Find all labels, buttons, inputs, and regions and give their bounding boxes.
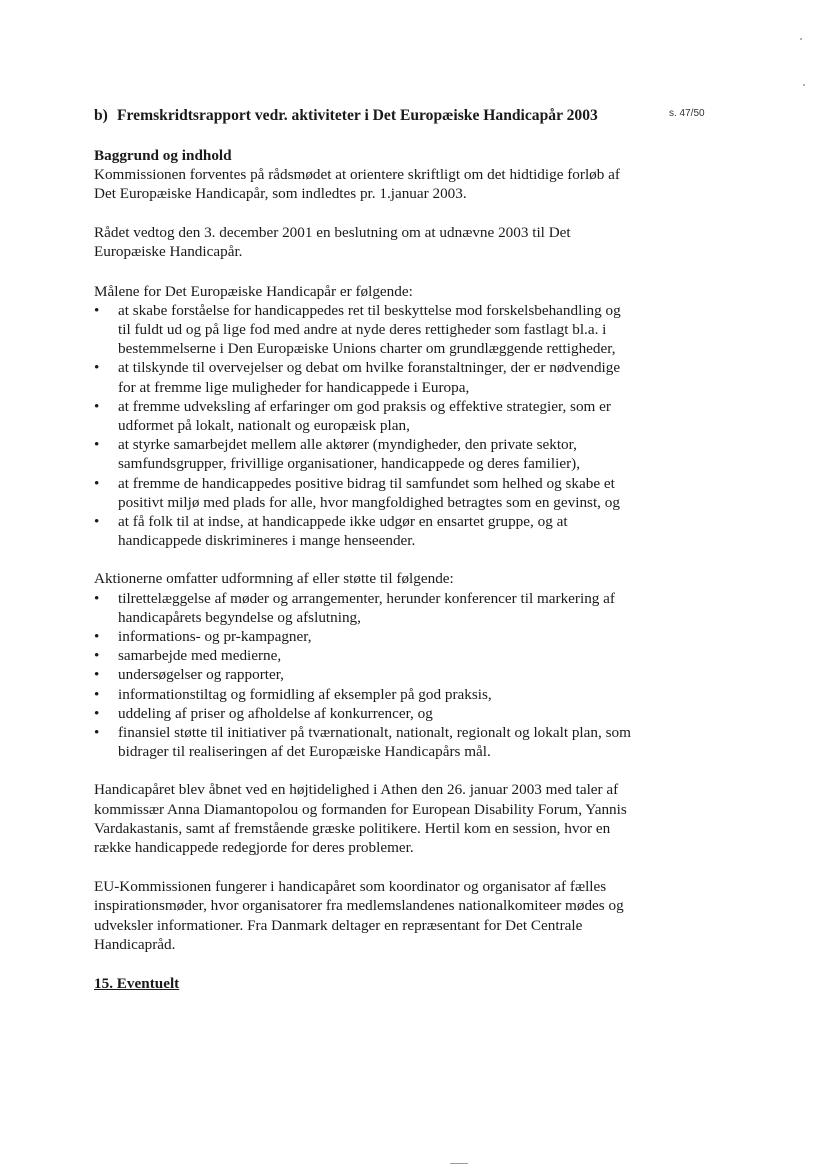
list-item: • informationstiltag og formidling af eksempler på god praksis, — [94, 685, 634, 704]
scan-speck — [450, 1163, 468, 1164]
section-heading-text: Fremskridtsrapport vedr. aktiviteter i Det Europæiske Handicapår 2003 — [117, 107, 598, 124]
goals-list — [94, 301, 634, 551]
paragraph-intro: Kommissionen forventes på rådsmødet at orientere skriftligt om det hidtidige forløb af Det Europæiske Handicapår, som indledtes pr. 1.januar 2003. — [94, 165, 620, 202]
list-item: • at skabe forståelse for handicappedes ret til beskyttelse mod forskelsbehandling og til fuldt ud og på lige fod med andre at nyde deres rettigheder som fastlagt bl.a. i bestemmelserne i Den Europæiske Unions charter om grundlæggende rettigheder, — [94, 301, 634, 359]
paragraph-opening-athens: Handicapåret blev åbnet ved en højtidelighed i Athen den 26. januar 2003 med taler af kommissær Anna Diamantopolou og formanden for European Disability Forum, Yannis Vardakastanis, samt af fremstående græske politikere. Hertil kom en session, hvor en række handicappede redegjorde for deres problemer. — [94, 781, 627, 856]
actions-list — [94, 589, 634, 762]
section-heading-eventuelt: 15. Eventuelt — [94, 975, 180, 993]
list-item: • informations- og pr-kampagner, — [94, 627, 634, 646]
list-item: • at få folk til at indse, at handicappede ikke udgør en ensartet gruppe, og at handicappede diskrimineres i mange henseender. — [94, 512, 634, 550]
section-heading-prefix: b) — [94, 107, 108, 124]
scan-speck — [800, 38, 802, 40]
list-item: • at tilskynde til overvejelser og debat om hvilke foranstaltninger, der er nødvendige for at fremme lige muligheder for handicappede i Europa, — [94, 358, 634, 396]
section-heading — [94, 106, 634, 126]
paragraph-commission-role: EU-Kommissionen fungerer i handicapåret som koordinator og organisator af fælles inspirationsmøder, hvor organisatorer fra medlemslandenes nationalkomiteer mødes og udveksler informationer. Fra Danmark deltager en repræsentant for Det Centrale Handicapråd. — [94, 878, 624, 953]
goals-lead: Målene for Det Europæiske Handicapår er følgende: — [94, 282, 413, 300]
list-item: • at fremme de handicappedes positive bidrag til samfundet som helhed og skabe et positivt miljø med plads for alle, hvor mangfoldighed betragtes som en gevinst, og — [94, 474, 634, 512]
list-item: • undersøgelser og rapporter, — [94, 665, 634, 684]
paragraph-council-decision: Rådet vedtog den 3. december 2001 en beslutning om at udnævne 2003 til Det Europæiske Handicapår. — [94, 224, 571, 261]
document-body — [94, 106, 634, 993]
scan-speck — [803, 84, 805, 86]
list-item: • samarbejde med medierne, — [94, 646, 634, 665]
list-item: • at fremme udveksling af erfaringer om god praksis og effektive strategier, som er udformet på lokalt, nationalt og europæisk plan, — [94, 397, 634, 435]
list-item: • finansiel støtte til initiativer på tværnationalt, nationalt, regionalt og lokalt plan, som bidrager til realiseringen af det Europæiske Handicapårs mål. — [94, 723, 634, 761]
page-number: s. 47/50 — [669, 108, 705, 119]
list-item: • at styrke samarbejdet mellem alle aktører (myndigheder, den private sektor, samfundsgrupper, frivillige organisationer, handicappede og deres familier), — [94, 435, 634, 473]
background-heading: Baggrund og indhold — [94, 146, 232, 164]
actions-lead: Aktionerne omfatter udformning af eller støtte til følgende: — [94, 570, 454, 588]
list-item: • tilrettelæggelse af møder og arrangementer, herunder konferencer til markering af handicapårets begyndelse og afslutning, — [94, 589, 634, 627]
list-item: • uddeling af priser og afholdelse af konkurrencer, og — [94, 704, 634, 723]
